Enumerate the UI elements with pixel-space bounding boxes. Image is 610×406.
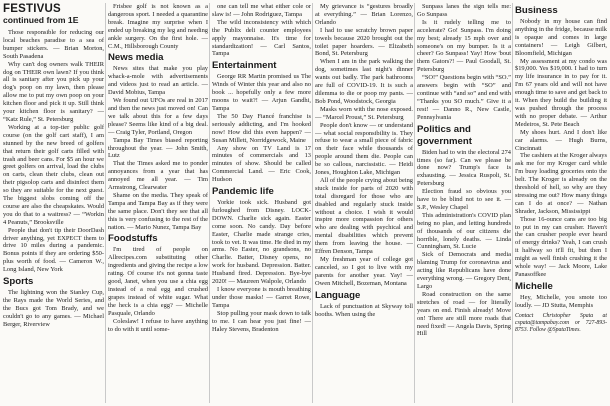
- section-heading: Politics and government: [417, 123, 472, 147]
- grievance-item: News sites that make you play whack-a-mole with advertisements and videos just to read an article. — David Mobius, Tampa: [108, 65, 208, 97]
- grievance-item: Any show on TV Land is 17 minutes of commercials and 13 minutes of show. Should be called Commercial Land. — Eric Cook, Hudson: [212, 144, 311, 184]
- grievance-item: The lightning won the Stanley Cup, the Rays made the World Series, and the Bucs got Tom Brady, and we couldn't go to any games. — Michael Berger, Riverview: [3, 289, 104, 328]
- column-4: [315, 3, 413, 403]
- grievance-item: This administration's COVID plan being no plan, and letting hundreds of thousands of our citizens die horrible, lonely deaths. — Linda Cunningham, St. Lucie: [417, 211, 511, 251]
- column-body: [417, 3, 511, 338]
- section-heading: Entertainment: [212, 60, 277, 72]
- column-body: [315, 3, 413, 318]
- grievance-item: The wild inconsistency with which the Publix deli counter employees apply mayonnaise. It's time for standardization! — Carl Santos, Tampa: [212, 18, 311, 58]
- grievance-item: People don't know — or understand — what social responsibility is. They refuse to wear a small piece of fabric on their face while thousands of people around them die. People can be so callous, narcissistic. — Heidi Jones, Houghton Lake, Michigan: [315, 121, 413, 177]
- grievance-item: Masks worn with the nose exposed. — “Marcel Proust,” St. Petersburg: [315, 105, 413, 121]
- grievance-item: I'm tired of people on Allrecipes.com substituting other ingredients and giving the recipe a low rating. Of course it's not gonna taste good, Janet, when you use a chia egg instead of a real egg and crushed grapes instead of white sugar. What the heck is a chia egg? — Michelle Pasquale, Orlando: [108, 246, 208, 317]
- column-3: [212, 3, 311, 403]
- contact-line: Contact Christopher Spata at cspata@tampabay.com or 727-893-8753. Follow @SpataTimes.: [515, 312, 607, 334]
- column-2: [108, 3, 208, 403]
- column-body: [212, 3, 311, 333]
- grievance-item: Yorkie took sick. Husband got furloughed from Disney. LOCK-DOWN. Charlie sick again. Easter come soon. No candy. Day before Easter, Charlie made strange cries, took to vet. It was time. He died in my arms. No Easter, no grandsons, no Charlie. Batter, Disney opens, no work for husband. Depression. Batter. Husband fired. Depression. Bye-bye 2020! — Maureen Walpole, Orlando: [212, 199, 311, 286]
- grievance-item: All of the people crying about being stuck inside for parts of 2020 with total disregard for those who are disabled and regularly stuck inside without a choice. I wish it would inspire more compassion for others who are dealing with psychical and mental disabilities which prevent them from leaving the house. — Effren Denson, Tampa: [315, 176, 413, 256]
- grievance-item: George RR Martin promised us The Winds of Winter this year and also no book ... hopefully only a few more moons to wait?! — Arjun Gandhi, Tampa: [212, 73, 311, 112]
- grievance-item: Stop pulling your mask down to talk to me. I can hear you just fine! — Haley Stevens, Bradenton: [212, 309, 311, 333]
- section-heading: Sports: [3, 276, 34, 288]
- grievance-item: Sunpass lanes the sign tells me: Go Sunpass: [417, 3, 511, 18]
- grievance-item: My grievance is “gestures broadly at everything.” — Brian Lorenzo, Orlando: [315, 3, 413, 26]
- grievance-item: Nobody in my house can find anything in the fridge, because milk is opaque and comes in large containers! — Leigh Gilbert, Bloomfield, Michigan: [515, 18, 607, 57]
- column-1: [3, 3, 104, 403]
- grievance-item: The cashiers at the Kroger always ask me for my Kroger card while I'm busy loading groceries onto the belt. The Kroger is already on the threshold of hell, so why are they stressing me out? How many things can I do at once? — Nathan Shrader, Jackson, Mississippi: [515, 152, 607, 215]
- column-rule: [105, 3, 106, 403]
- grievance-item: Biden had to win the electoral 274 times (so far). Can we please be done now? Trump's face is exhausting. — Jessica Ruspoli, St. Petersburg: [417, 148, 511, 188]
- grievance-item: Hey, Michelle, you smote too loudly. — JD Stutta, Memphis: [515, 293, 607, 309]
- grievance-item: My freshman year of college got canceled, so I got to live with my parents for another year. Yay! — Owen Mitchell, Bozeman, Montana: [315, 256, 413, 287]
- grievance-item: I had to use scratchy brown paper towels because 2020 brought out the toilet paper hoarders. — Elizabeth Bond, St. Petersburg: [315, 26, 413, 58]
- grievance-item: Sick of Democrats and media blaming Trump for coronavirus and acting like Republicans have done everything wrong. — Gregory Dent, Largo: [417, 251, 511, 290]
- column-6: [515, 3, 607, 403]
- grievance-item: Tampa Bay Times biased reporting throughout the year. — John Smith, Lutz: [108, 136, 208, 160]
- grievance-item: Lack of punctuation at Skyway toll booths. When using the: [315, 302, 413, 318]
- column-rule: [209, 3, 210, 403]
- grievance-item: I know everyone is mouth breathing under those masks! — Garret Rowe, Tampa: [212, 286, 311, 309]
- grievance-item: Election fraud so obvious you have to be blind not to see it. — S.P., Wesley Chapel: [417, 188, 511, 211]
- column-body: [3, 29, 104, 329]
- grievance-item: My assessment at my condo was $19,000. Yes $19,000. I had to turn my life insurance in to pay for it. I'm 67 years old and will not have enough time to save and get back to it. When they build the building it was pushed through the process with no proper debate. — Arthur Medeiros, St. Pete Beach: [515, 57, 607, 128]
- section-heading: Business: [515, 5, 558, 16]
- continued-from-label: continued from 1E: [3, 15, 79, 25]
- column-body: [515, 5, 607, 334]
- grievance-item: Why can't dog owners walk THEIR dog on THEIR own lawn? If you think all is sanitary after you pick up your dog's poop on my lawn, then please allow me to put my own poop on your kitchen floor and pick it up. Still think your kitchen floor is sanitary? — “Katz Rule,” St. Petersburg: [3, 60, 104, 123]
- column-body: [108, 3, 208, 333]
- grievance-item: Coleslaw! I refuse to have anything to do with it until some-: [108, 317, 208, 333]
- grievance-item: Working at a top-tier public golf course (on the golf cart staff), I am stunned by the new breed of golfers that return their golf carts filled with trash and beer cans. For $5 an hour we greet golfers on arrival, load the clubs on carts, clean their clubs, clean out their pigsolop carts and disinfect them so they are suitable for the next guest. The biggest slobs coming off the course are also the cheapskates. Would you do that to a waitress? — “Workin 4 Peanuts,” Brooksville: [3, 123, 104, 226]
- grievance-item: Those responsible for reducing our local beaches paradise to a sea of bumper stickers. — Brian Morton, South Pasadena: [3, 29, 104, 60]
- grievance-item: “SO!” Questions begin with “SO.” answers begin with “SO” and continue with “and so” and end with “Thanks you SO much.” Give it a rest! — Danno R., New Castle, Pennsylvania: [417, 74, 511, 121]
- grievance-item: Shame on the media. They speak of Tampa and Tampa Bay as if they were the same place. Don't they see that all this is very confusing to the rest of the nation. — Mario Nunez, Tampa Bay: [108, 191, 208, 231]
- grievance-item: We found out UFOs are real in 2017 and then the news just moved on! Can we talk about this for a few days please? Seems like kind of a big deal. — Craig Tyler, Portland, Oregon: [108, 97, 208, 136]
- column-rule: [414, 3, 415, 403]
- grievance-item: That the Times asked me to ponder annoyances from a year that has annoyed me all year. — Tim Armstrong, Clearwater: [108, 160, 208, 192]
- column-rule: [312, 3, 313, 403]
- grievance-item: When I am in the park walking the dog, sometimes last night's dinner wants out badly. The park bathrooms are full of COVID-19. It is such a dilemma to die or poop my pants. — Bob Pond, Woodstock, Georgia: [315, 58, 413, 105]
- grievance-item: Is it rudely telling me to accelerate? Go! Sunpass. I'm doing my best; already 15 mph over and someone's on my bumper. Is it a cheer? Go Sunpass! Yay! How 'bout them Gators?! — Paul Goodall, St. Petersburg: [417, 18, 511, 74]
- section-heading: Pandemic life: [212, 186, 274, 198]
- grievance-item: Those 16-ounce cans are too big to put in my can crusher. Haven't the can crusher people ever heard of energy drinks? Yeah, I can crush it halfway so it'll fit, but then I might as well finish crushing it the whole way! — Jack Moore, Lake Panasoffkee: [515, 215, 607, 278]
- grievance-item: Frisbee golf is not known as a dangerous sport. I needed a quarantine break. Imagine my surprise when I ended up breaking my leg and needing ankle surgery. On the first hole. — C.M., Hillsborough County: [108, 3, 208, 50]
- section-heading: Michelle: [515, 280, 553, 292]
- grievance-item: People that don't tip their DoorDash driver anything, yet EXPECT them to drive 10 miles during a pandemic. Bonus points if they are ordering $50-plus worth of food. — Cameron W., Long Island, New York: [3, 226, 104, 274]
- section-heading: News media: [108, 52, 164, 64]
- column-rule: [512, 3, 513, 403]
- section-title: FESTIVUS: [3, 3, 61, 15]
- column-5: [417, 3, 511, 403]
- grievance-item: Road construction on the same stretches of road — for literally years on end. Finish already! Move on! There are still more roads that need fixed! — Angela Davis, Spring Hill: [417, 290, 511, 338]
- grievance-item: My shoes hurt. And I don't like car alarms. — Hugh Burns, Cincinnati: [515, 128, 607, 152]
- grievance-item: The 50 Day Fiancé franchise is seriously addicting, and I'm hooked now! How did this even happen? — Susan Millett, Norridgewock, Maine: [212, 112, 311, 144]
- section-heading: Language: [315, 289, 361, 301]
- section-heading: Foodstuffs: [108, 233, 158, 245]
- grievance-item: one can tell me what either cole or slaw is! — John Rodriguez, Tampa: [212, 3, 311, 18]
